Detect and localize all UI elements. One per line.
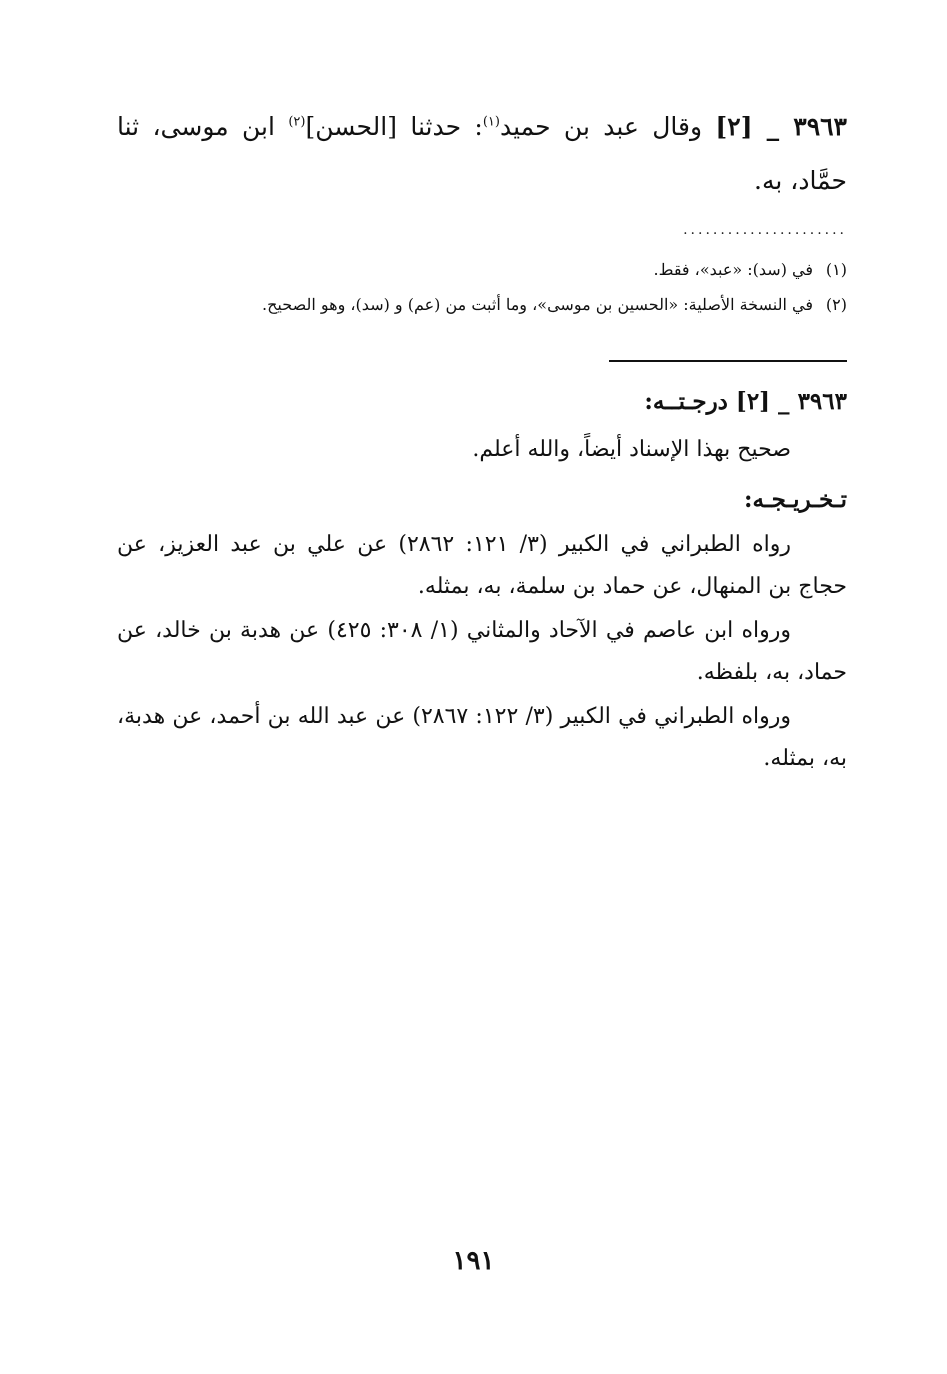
- footnote-number: (٢): [825, 295, 847, 314]
- takhrij-paragraph: رواه الطبراني في الكبير (٣/ ١٢١: ٢٨٦٢) عن علي بن عبد العزيز، عن حجاج بن المنهال، عن حماد بن سلمة، به، بمثله.: [117, 532, 847, 599]
- footnote-2: [117, 287, 847, 322]
- takhrij-paragraph: ورواه الطبراني في الكبير (٣/ ١٢٢: ٢٨٦٧) عن عبد الله بن أحمد، عن هدبة، به، بمثله.: [117, 704, 847, 771]
- grade-heading: ٣٩٦٣ _ [٢] درجـتــه:: [644, 388, 847, 415]
- hadith-text-part3: ابن موسى، ثنا حمَّاد، به.: [117, 112, 847, 195]
- section-divider: [609, 360, 847, 362]
- takhrij-paragraph: ورواه ابن عاصم في الآحاد والمثاني (١/ ٣٠٨: ٤٢٥) عن هدبة بن خالد، عن حماد، به، بلفظه.: [117, 618, 847, 685]
- footnote-text: في النسخة الأصلية: «الحسين بن موسى»، وما أثبت من (عم) و (سد)، وهو الصحيح.: [262, 295, 813, 314]
- footnote-text: في (سد): «عبد»، فقط.: [653, 260, 813, 279]
- footnote-ref-1: (١): [482, 114, 500, 130]
- hadith-text-part2: : حدثنا [الحسن]: [305, 112, 483, 141]
- footnote-number: (١): [825, 260, 847, 279]
- takhrij-section: [117, 524, 847, 782]
- footnote-separator-dots: ......................: [683, 222, 847, 238]
- hadith-text-part1: وقال عبد بن حميد: [499, 112, 716, 141]
- footnotes: [117, 252, 847, 322]
- hadith-text: [117, 100, 847, 208]
- footnote-1: [117, 252, 847, 287]
- page-number: ١٩١: [452, 1246, 495, 1276]
- hadith-number: ٣٩٦٣ _ [٢]: [715, 112, 847, 141]
- footnote-ref-2: (٢): [288, 114, 306, 130]
- takhrij-heading: تـخـريـجـه:: [744, 486, 847, 513]
- grade-text: صحيح بهذا الإسناد أيضاً، والله أعلم.: [472, 437, 791, 462]
